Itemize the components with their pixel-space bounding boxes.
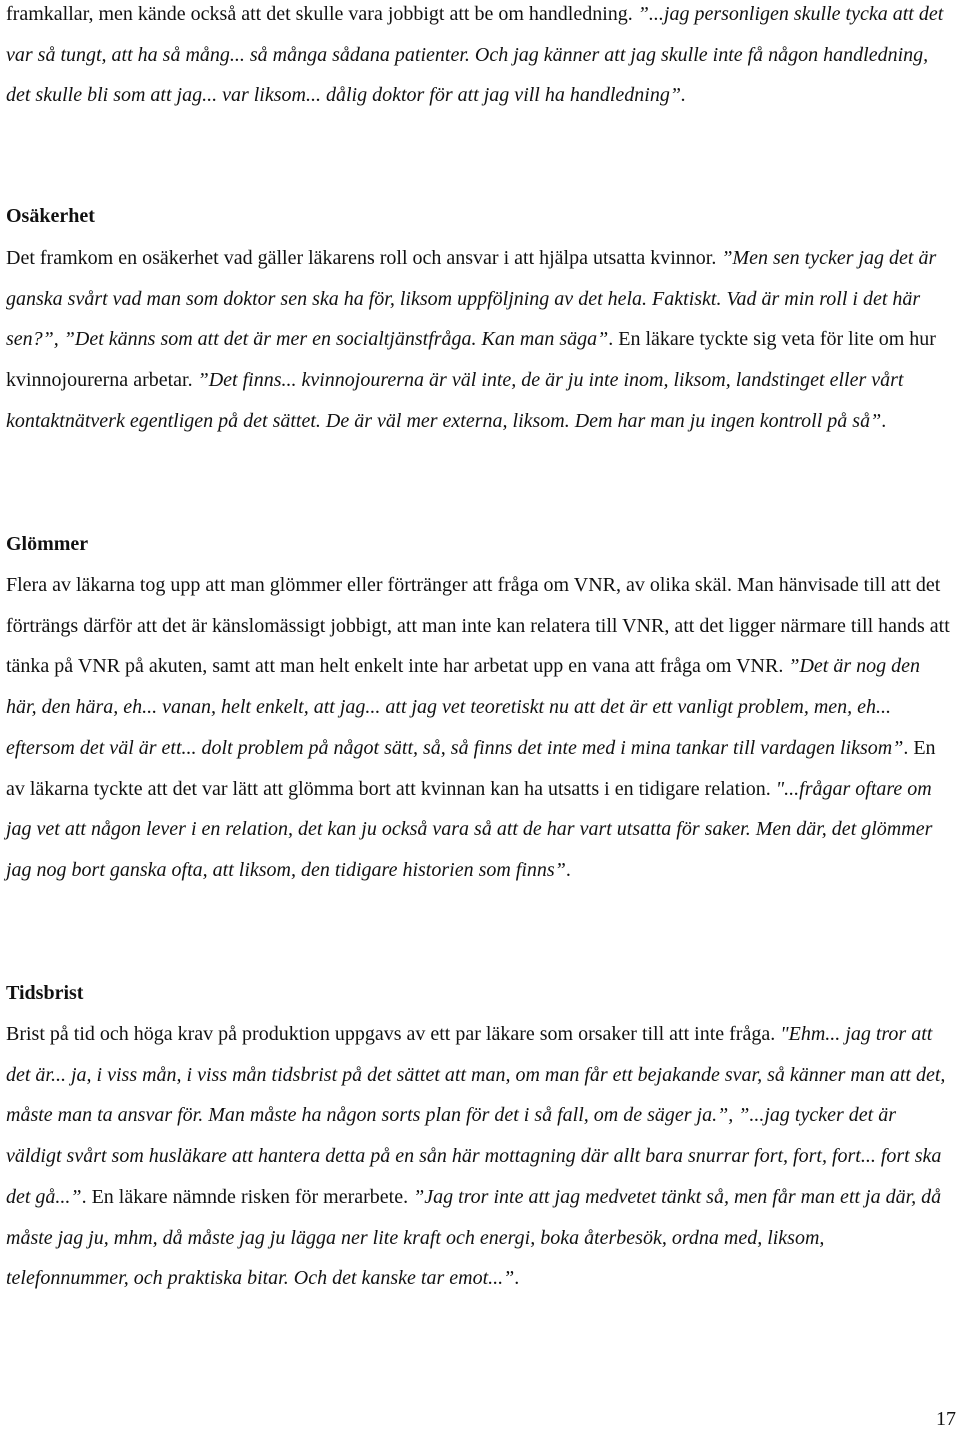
- tidsbrist-text-2: . En läkare nämnde risken för merarbete.: [81, 1185, 414, 1208]
- paragraph-glommer: [6, 565, 952, 891]
- paragraph-tidsbrist: [6, 1014, 952, 1299]
- osakerhet-quote-2: ”Det finns... kvinnojourerna är väl inte, de är ju inte inom, liksom, landstinget eller vårt kontaktnätverk egentligen på det sättet. De är väl mer externa, liksom. Dem har man ju ingen kontroll på så”: [6, 369, 904, 432]
- glommer-text-1: Flera av läkarna tog upp att man glömmer eller förtränger att fråga om VNR, av olika skäl. Man hänvisade till att det förträngs därför att det är känslomässigt jobbigt, att man inte kan relatera till VNR, att det ligger närmare till hands att tänka på VNR på akuten, samt att man helt enkelt inte har arbetat upp en vana att fråga om VNR.: [6, 574, 950, 678]
- intro-quote-1: ”...jag personligen skulle tycka att det var så tungt, att ha så mång... så många sådana patienter. Och jag känner att jag skulle inte få någon handledning, det skulle bli som att jag... var liksom... dålig doktor för att jag vill ha handledning”.: [6, 3, 944, 107]
- heading-tidsbrist: Tidsbrist: [6, 982, 84, 1004]
- osakerhet-text-1: Det framkom en osäkerhet vad gäller läkarens roll och ansvar i att hjälpa utsatta kvinnor.: [6, 247, 722, 269]
- osakerhet-text-2: . En läkare tyckte sig veta för lite om hur kvinnojourerna arbetar.: [6, 328, 936, 392]
- intro-paragraph: [6, 0, 952, 116]
- tidsbrist-text-3: .: [514, 1267, 520, 1290]
- heading-osakerhet: Osäkerhet: [6, 205, 95, 227]
- paragraph-osakerhet: [6, 238, 952, 442]
- tidsbrist-quote-1: "Ehm... jag tror att det är... ja, i viss mån, i viss mån tidsbrist på det sättet att man, om man får ett bejakande svar, så känner man att det, måste man ta ansvar för. Man måste ha någon sorts plan för det i så fall, om de säger ja.”, ”...jag tycker det är väldigt svårt som husläkare att hantera detta på en sån här mottagning där allt bara snurrar fort, fort, fort... fort ska det gå...”: [6, 1023, 946, 1208]
- glommer-text-2: . En av läkarna tyckte att det var lätt att glömma bort att kvinnan kan ha utsatts i en tidigare relation.: [6, 736, 936, 800]
- osakerhet-text-3: .: [881, 409, 887, 432]
- page-number: 17: [936, 1408, 956, 1430]
- glommer-text-3: .: [565, 858, 571, 881]
- tidsbrist-text-1: Brist på tid och höga krav på produktion uppgavs av ett par läkare som orsaker till att inte fråga.: [6, 1023, 781, 1045]
- tidsbrist-quote-2: ”Jag tror inte att jag medvetet tänkt så, men får man ett ja där, då måste jag ju, mhm, då måste jag ju lägga ner lite kraft och energi, boka återbesök, ordna med, liksom, telefonnummer, och praktiska bitar. Och det kanske tar emot...”: [6, 1185, 942, 1290]
- glommer-quote-1: ”Det är nog den här, den härа, eh... vanan, helt enkelt, att jag... att jag vet teoretiskt nu att det är ett vanligt problem, men, eh... eftersom det väl är ett... dolt problem på något sätt, så, så finns det inte med i mina tankar till vardagen liksom”: [6, 655, 921, 759]
- heading-glommer: Glömmer: [6, 533, 89, 555]
- intro-text-1: framkallar, men kände också att det skulle vara jobbigt att be om handledning.: [6, 3, 638, 25]
- osakerhet-quote-1: ”Men sen tycker jag det är ganska svårt vad man som doktor sen ska ha för, liksom uppföljning av det hela. Faktiskt. Vad är min roll i det här sen?”, ”Det känns som att det är mer en socialtjänstfråga. Kan man säga”: [6, 247, 937, 351]
- glommer-quote-2: "...frågar oftare om jag vet att någon lever i en relation, det kan ju också vara så att de har vart utsatta för saker. Men där, det glömmer jag nog bort ganska ofta, att liksom, den tidigare historien som finns”: [6, 777, 933, 881]
